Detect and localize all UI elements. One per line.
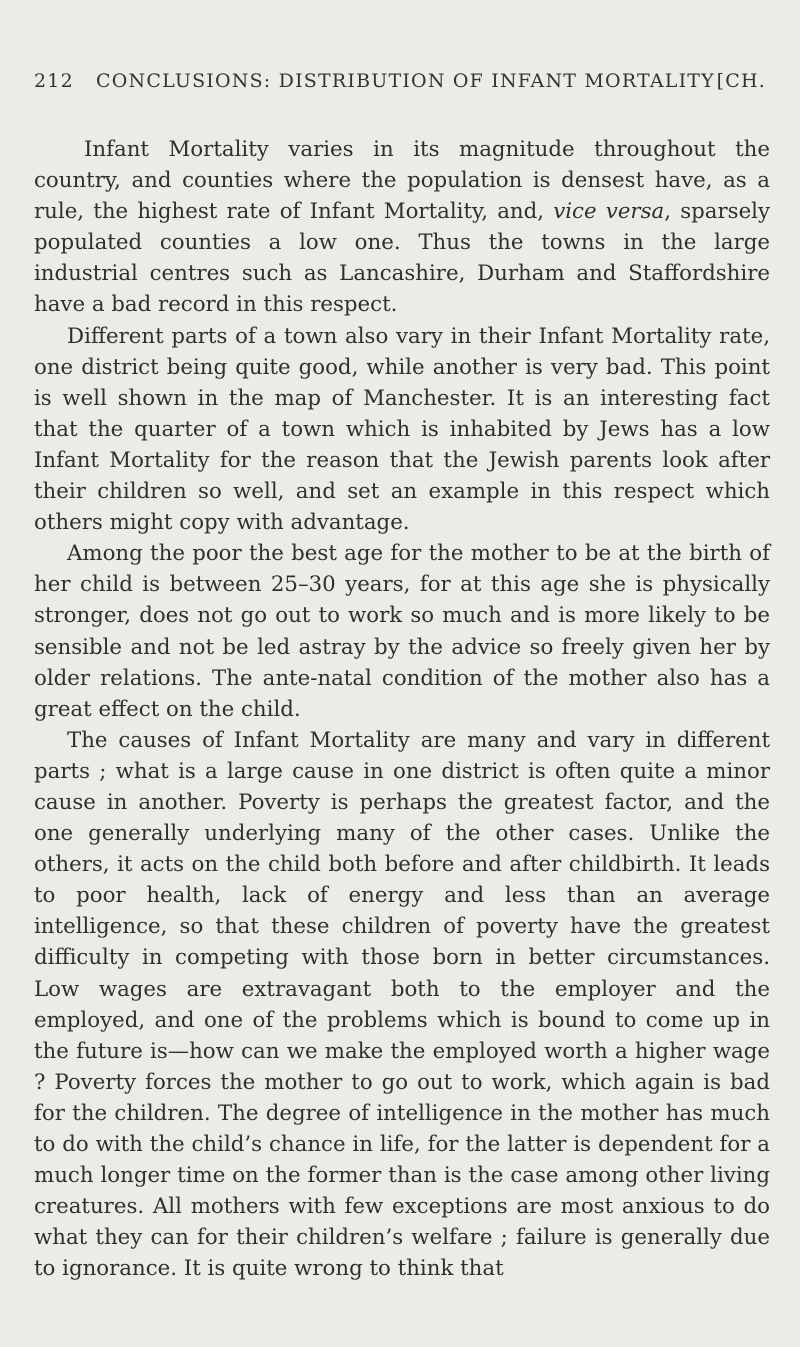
header-title: CONCLUSIONS: DISTRIBUTION OF INFANT MORTALITY: [96, 70, 715, 92]
paragraph-2: Different parts of a town also vary in their Infant Mortality rate, one district being quite good, while another is very bad. This point is well shown in the map of Manchester. It is an interesting fact that the quarter of a town which is inhabited by Jews has a low Infant Mortality for the reason that the Jewish parents look after their children so well, and set an example in this respect which others might copy with advantage.: [34, 323, 770, 536]
paragraph-1-text-a: Infant Mortality varies in its magnitude throughout the country, and counties where the population is densest have, as a rule, the highest rate of Infant Mortality, and,: [34, 137, 770, 225]
paragraph-1-italic: vice versa: [553, 199, 665, 225]
paragraph-1: [34, 134, 770, 321]
paragraph-1-text-b: , sparsely populated counties a low one. Thus the towns in the large industrial centres such as Lancashire, Durham and Staffordshire have a bad record in this respect.: [34, 199, 771, 318]
paragraph-4: The causes of Infant Mortality are many and vary in different parts ; what is a large cause in one district is often quite a minor cause in another. Poverty is perhaps the greatest factor, and the one generally underlying many of the other cases. Unlike the others, it acts on the child both before and after childbirth. It leads to poor health, lack of energy and less than an average intelligence, so that these children of poverty have the greatest difficulty in competing with those born in better circumstances. Low wages are extravagant both to the employer and the employed, and one of the problems which is bound to come up in the future is—how can we make the employed worth a higher wage ? Poverty forces the mother to go out to work, which again is bad for the children. The degree of intelligence in the mother has much to do with the child’s chance in life, for the latter is dependent for a much longer time on the former than is the case among other living creatures. All mothers with few exceptions are most anxious to do what they can for their children’s welfare ; failure is generally due to ignorance. It is quite wrong to think that: [34, 727, 770, 1282]
running-head: [34, 70, 770, 100]
chapter-marker: [CH.: [716, 70, 766, 92]
paragraph-3: Among the poor the best age for the mother to be at the birth of her child is between 25–30 years, for at this age she is physically stronger, does not go out to work so much and is more likely to be sensible and not be led astray by the advice so freely given her by older relations. The ante-natal condition of the mother also has a great effect on the child.: [34, 541, 770, 722]
body-text: [34, 134, 770, 1284]
page-number: 212: [34, 70, 74, 92]
